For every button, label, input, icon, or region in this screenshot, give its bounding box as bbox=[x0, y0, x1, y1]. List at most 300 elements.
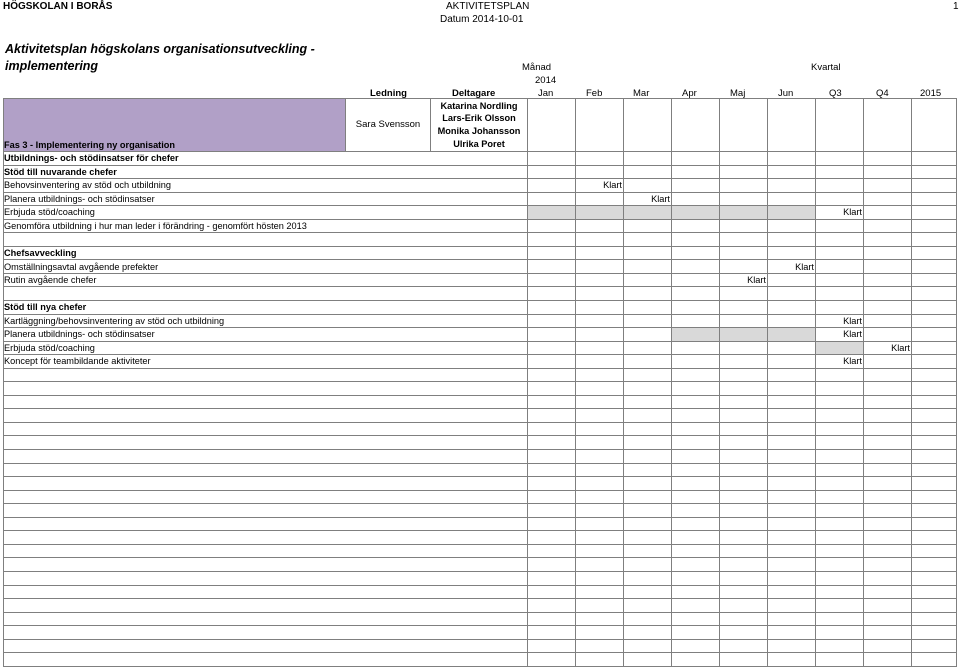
phase-cell bbox=[720, 99, 768, 152]
timeline-cell bbox=[576, 314, 624, 328]
timeline-cell bbox=[576, 355, 624, 369]
timeline-cell bbox=[672, 382, 720, 396]
timeline-cell bbox=[672, 436, 720, 450]
timeline-cell bbox=[672, 626, 720, 640]
timeline-cell bbox=[624, 368, 672, 382]
timeline-cell bbox=[768, 152, 816, 166]
timeline-cell bbox=[720, 395, 768, 409]
timeline-cell bbox=[864, 517, 912, 531]
timeline-cell bbox=[624, 206, 672, 220]
timeline-cell bbox=[768, 395, 816, 409]
timeline-cell bbox=[528, 639, 576, 653]
timeline-cell bbox=[912, 653, 957, 667]
activity-row bbox=[4, 152, 957, 166]
activity-label bbox=[4, 558, 528, 572]
timeline-cell bbox=[912, 612, 957, 626]
timeline-cell bbox=[624, 165, 672, 179]
timeline-cell bbox=[624, 314, 672, 328]
timeline-cell bbox=[672, 599, 720, 613]
timeline-cell bbox=[864, 382, 912, 396]
timeline-cell bbox=[672, 463, 720, 477]
timeline-cell bbox=[672, 450, 720, 464]
activity-label bbox=[4, 409, 528, 423]
timeline-cell bbox=[864, 653, 912, 667]
timeline-cell bbox=[624, 463, 672, 477]
timeline-cell bbox=[720, 341, 768, 355]
activity-label bbox=[4, 490, 528, 504]
activity-row bbox=[4, 219, 957, 233]
timeline-cell bbox=[912, 152, 957, 166]
timeline-cell bbox=[864, 639, 912, 653]
timeline-cell bbox=[624, 639, 672, 653]
timeline-cell bbox=[720, 219, 768, 233]
timeline-cell bbox=[864, 246, 912, 260]
timeline-cell bbox=[720, 422, 768, 436]
done-marker: Klart bbox=[864, 341, 912, 355]
timeline-cell bbox=[864, 544, 912, 558]
timeline-cell bbox=[672, 531, 720, 545]
phase-cell bbox=[576, 99, 624, 152]
timeline-cell bbox=[528, 422, 576, 436]
timeline-cell bbox=[816, 544, 864, 558]
timeline-cell bbox=[864, 165, 912, 179]
timeline-cell bbox=[864, 273, 912, 287]
empty-row bbox=[4, 450, 957, 464]
timeline-cell bbox=[720, 328, 768, 342]
timeline-cell bbox=[624, 517, 672, 531]
timeline-cell bbox=[864, 192, 912, 206]
activity-row bbox=[4, 246, 957, 260]
timeline-cell bbox=[624, 504, 672, 518]
timeline-cell bbox=[768, 219, 816, 233]
timeline-cell bbox=[672, 287, 720, 301]
activity-label bbox=[4, 368, 528, 382]
timeline-cell bbox=[624, 382, 672, 396]
phase-label: Fas 3 - Implementering ny organisation bbox=[4, 99, 346, 152]
timeline-cell bbox=[912, 450, 957, 464]
participant: Katarina Nordling bbox=[431, 99, 528, 113]
timeline-cell bbox=[672, 477, 720, 491]
timeline-cell bbox=[720, 192, 768, 206]
timeline-cell bbox=[864, 287, 912, 301]
timeline-cell bbox=[768, 571, 816, 585]
timeline-cell bbox=[864, 477, 912, 491]
timeline-cell bbox=[624, 544, 672, 558]
empty-row bbox=[4, 558, 957, 572]
timeline-cell bbox=[864, 504, 912, 518]
timeline-cell bbox=[768, 233, 816, 247]
activity-label bbox=[4, 463, 528, 477]
timeline-cell bbox=[720, 612, 768, 626]
timeline-cell bbox=[528, 152, 576, 166]
timeline-cell bbox=[576, 450, 624, 464]
column-header-quarter: Q3 bbox=[829, 88, 842, 99]
timeline-cell bbox=[624, 395, 672, 409]
activity-row bbox=[4, 355, 957, 369]
timeline-cell bbox=[864, 368, 912, 382]
timeline-cell bbox=[576, 165, 624, 179]
activity-label: Utbildnings- och stödinsatser för chefer bbox=[4, 152, 528, 166]
timeline-cell bbox=[816, 192, 864, 206]
timeline-cell bbox=[864, 612, 912, 626]
timeline-cell bbox=[672, 165, 720, 179]
timeline-cell bbox=[816, 165, 864, 179]
timeline-cell bbox=[576, 558, 624, 572]
done-marker: Klart bbox=[768, 260, 816, 274]
timeline-cell bbox=[912, 599, 957, 613]
timeline-cell bbox=[816, 504, 864, 518]
timeline-cell bbox=[672, 206, 720, 220]
timeline-cell bbox=[768, 314, 816, 328]
activity-label bbox=[4, 626, 528, 640]
timeline-cell bbox=[528, 287, 576, 301]
timeline-cell bbox=[720, 450, 768, 464]
phase-cell bbox=[528, 99, 576, 152]
timeline-cell bbox=[816, 368, 864, 382]
timeline-cell bbox=[528, 179, 576, 193]
timeline-cell bbox=[816, 639, 864, 653]
timeline-cell bbox=[816, 152, 864, 166]
done-marker: Klart bbox=[576, 179, 624, 193]
timeline-cell bbox=[768, 626, 816, 640]
timeline-cell bbox=[672, 328, 720, 342]
activity-label bbox=[4, 477, 528, 491]
timeline-cell bbox=[528, 517, 576, 531]
empty-row bbox=[4, 233, 957, 247]
activity-row bbox=[4, 165, 957, 179]
timeline-cell bbox=[768, 382, 816, 396]
timeline-cell bbox=[768, 301, 816, 315]
column-header-deltagare: Deltagare bbox=[452, 88, 496, 99]
empty-row bbox=[4, 639, 957, 653]
empty-row bbox=[4, 544, 957, 558]
timeline-cell bbox=[624, 355, 672, 369]
empty-row bbox=[4, 463, 957, 477]
timeline-cell bbox=[912, 219, 957, 233]
phase-cell bbox=[768, 99, 816, 152]
column-header-ledning: Ledning bbox=[370, 88, 407, 99]
participant: Ulrika Poret bbox=[431, 138, 528, 152]
timeline-cell bbox=[528, 273, 576, 287]
timeline-cell bbox=[864, 571, 912, 585]
timeline-cell bbox=[816, 233, 864, 247]
activity-row bbox=[4, 192, 957, 206]
timeline-cell bbox=[624, 301, 672, 315]
activity-row bbox=[4, 179, 957, 193]
activity-label: Planera utbildnings- och stödinsatser bbox=[4, 328, 528, 342]
activity-label bbox=[4, 585, 528, 599]
timeline-cell bbox=[720, 544, 768, 558]
timeline-cell bbox=[912, 355, 957, 369]
timeline-cell bbox=[528, 382, 576, 396]
timeline-cell bbox=[720, 626, 768, 640]
timeline-cell bbox=[672, 409, 720, 423]
timeline-cell bbox=[816, 301, 864, 315]
timeline-cell bbox=[672, 314, 720, 328]
timeline-cell bbox=[576, 409, 624, 423]
timeline-cell bbox=[720, 639, 768, 653]
timeline-cell bbox=[768, 341, 816, 355]
timeline-cell bbox=[768, 585, 816, 599]
activity-row bbox=[4, 301, 957, 315]
timeline-cell bbox=[720, 165, 768, 179]
activity-row bbox=[4, 314, 957, 328]
timeline-cell bbox=[576, 206, 624, 220]
timeline-cell bbox=[816, 463, 864, 477]
timeline-cell bbox=[768, 273, 816, 287]
timeline-cell bbox=[912, 639, 957, 653]
timeline-cell bbox=[528, 192, 576, 206]
timeline-cell bbox=[576, 585, 624, 599]
timeline-cell bbox=[672, 612, 720, 626]
done-marker: Klart bbox=[624, 192, 672, 206]
timeline-cell bbox=[912, 179, 957, 193]
timeline-cell bbox=[912, 314, 957, 328]
activity-label bbox=[4, 517, 528, 531]
timeline-cell bbox=[528, 355, 576, 369]
timeline-cell bbox=[528, 585, 576, 599]
timeline-cell bbox=[816, 558, 864, 572]
timeline-cell bbox=[672, 490, 720, 504]
timeline-cell bbox=[672, 558, 720, 572]
timeline-cell bbox=[720, 436, 768, 450]
activity-label: Kartläggning/behovsinventering av stöd och utbildning bbox=[4, 314, 528, 328]
timeline-cell bbox=[816, 287, 864, 301]
timeline-cell bbox=[624, 341, 672, 355]
timeline-cell bbox=[528, 301, 576, 315]
timeline-cell bbox=[528, 206, 576, 220]
participant: Monika Johansson bbox=[431, 125, 528, 138]
column-header-month: Feb bbox=[586, 88, 603, 99]
timeline-cell bbox=[912, 246, 957, 260]
empty-row bbox=[4, 368, 957, 382]
timeline-cell bbox=[528, 328, 576, 342]
timeline-cell bbox=[864, 179, 912, 193]
timeline-cell bbox=[768, 328, 816, 342]
column-header-month: Jan bbox=[538, 88, 554, 99]
timeline-cell bbox=[912, 531, 957, 545]
timeline-cell bbox=[576, 341, 624, 355]
timeline-cell bbox=[624, 612, 672, 626]
activity-label bbox=[4, 612, 528, 626]
timeline-cell bbox=[816, 653, 864, 667]
activity-label: Chefsavveckling bbox=[4, 246, 528, 260]
phase-row bbox=[4, 99, 957, 113]
timeline-cell bbox=[768, 355, 816, 369]
timeline-cell bbox=[816, 436, 864, 450]
year-label: 2014 bbox=[535, 75, 557, 86]
timeline-cell bbox=[912, 558, 957, 572]
timeline-cell bbox=[528, 314, 576, 328]
timeline-cell bbox=[624, 490, 672, 504]
timeline-cell bbox=[864, 314, 912, 328]
timeline-cell bbox=[912, 544, 957, 558]
done-marker: Klart bbox=[816, 355, 864, 369]
timeline-cell bbox=[528, 260, 576, 274]
timeline-cell bbox=[864, 599, 912, 613]
activity-label: Erbjuda stöd/coaching bbox=[4, 341, 528, 355]
empty-row bbox=[4, 490, 957, 504]
timeline-cell bbox=[528, 558, 576, 572]
timeline-cell bbox=[816, 571, 864, 585]
timeline-cell bbox=[624, 422, 672, 436]
timeline-cell bbox=[768, 477, 816, 491]
done-marker: Klart bbox=[816, 328, 864, 342]
timeline-cell bbox=[864, 355, 912, 369]
timeline-cell bbox=[864, 260, 912, 274]
activity-label bbox=[4, 287, 528, 301]
empty-row bbox=[4, 585, 957, 599]
timeline-cell bbox=[528, 490, 576, 504]
timeline-cell bbox=[864, 152, 912, 166]
timeline-cell bbox=[864, 206, 912, 220]
timeline-cell bbox=[912, 436, 957, 450]
column-header-quarter: Q4 bbox=[876, 88, 889, 99]
timeline-cell bbox=[672, 192, 720, 206]
timeline-cell bbox=[768, 599, 816, 613]
activity-label bbox=[4, 395, 528, 409]
activity-label: Genomföra utbildning i hur man leder i förändring - genomfört hösten 2013 bbox=[4, 219, 528, 233]
timeline-cell bbox=[624, 653, 672, 667]
activity-label: Planera utbildnings- och stödinsatser bbox=[4, 192, 528, 206]
timeline-cell bbox=[720, 504, 768, 518]
activity-label bbox=[4, 382, 528, 396]
plan-title-line2: implementering bbox=[5, 59, 99, 73]
timeline-cell bbox=[720, 355, 768, 369]
timeline-cell bbox=[720, 152, 768, 166]
timeline-cell bbox=[912, 463, 957, 477]
activity-row bbox=[4, 260, 957, 274]
activity-label bbox=[4, 653, 528, 667]
timeline-cell bbox=[720, 246, 768, 260]
page-number: 1 bbox=[953, 1, 959, 12]
timeline-cell bbox=[576, 477, 624, 491]
timeline-cell bbox=[720, 409, 768, 423]
timeline-cell bbox=[624, 477, 672, 491]
timeline-cell bbox=[672, 504, 720, 518]
timeline-cell bbox=[672, 639, 720, 653]
activity-label bbox=[4, 504, 528, 518]
timeline-cell bbox=[864, 531, 912, 545]
timeline-cell bbox=[864, 463, 912, 477]
timeline-cell bbox=[768, 463, 816, 477]
timeline-cell bbox=[816, 260, 864, 274]
timeline-cell bbox=[864, 422, 912, 436]
timeline-cell bbox=[672, 179, 720, 193]
timeline-cell bbox=[624, 273, 672, 287]
empty-row bbox=[4, 653, 957, 667]
timeline-cell bbox=[768, 531, 816, 545]
timeline-cell bbox=[624, 558, 672, 572]
timeline-cell bbox=[528, 544, 576, 558]
timeline-cell bbox=[528, 165, 576, 179]
timeline-cell bbox=[672, 341, 720, 355]
phase-cell bbox=[816, 99, 864, 152]
timeline-cell bbox=[768, 287, 816, 301]
timeline-cell bbox=[624, 152, 672, 166]
timeline-cell bbox=[912, 273, 957, 287]
activity-label: Omställningsavtal avgående prefekter bbox=[4, 260, 528, 274]
empty-row bbox=[4, 477, 957, 491]
timeline-cell bbox=[624, 585, 672, 599]
empty-row bbox=[4, 409, 957, 423]
timeline-cell bbox=[912, 395, 957, 409]
timeline-cell bbox=[816, 531, 864, 545]
timeline-cell bbox=[672, 273, 720, 287]
timeline-cell bbox=[576, 612, 624, 626]
timeline-cell bbox=[912, 382, 957, 396]
timeline-cell bbox=[720, 233, 768, 247]
timeline-cell bbox=[528, 368, 576, 382]
phase-cell bbox=[624, 99, 672, 152]
timeline-cell bbox=[720, 206, 768, 220]
activity-label bbox=[4, 571, 528, 585]
timeline-cell bbox=[912, 517, 957, 531]
timeline-cell bbox=[576, 328, 624, 342]
timeline-cell bbox=[816, 585, 864, 599]
timeline-cell bbox=[528, 599, 576, 613]
timeline-cell bbox=[576, 246, 624, 260]
timeline-cell bbox=[576, 599, 624, 613]
timeline-cell bbox=[864, 558, 912, 572]
column-header-year: 2015 bbox=[920, 88, 942, 99]
timeline-cell bbox=[624, 260, 672, 274]
activity-row bbox=[4, 341, 957, 355]
timeline-cell bbox=[624, 219, 672, 233]
timeline-cell bbox=[816, 395, 864, 409]
timeline-cell bbox=[624, 328, 672, 342]
timeline-cell bbox=[528, 531, 576, 545]
timeline-cell bbox=[768, 422, 816, 436]
timeline-cell bbox=[576, 544, 624, 558]
timeline-cell bbox=[816, 422, 864, 436]
timeline-cell bbox=[720, 260, 768, 274]
timeline-cell bbox=[768, 612, 816, 626]
plan-title-line1: Aktivitetsplan högskolans organisationsutveckling - bbox=[5, 42, 315, 56]
timeline-cell bbox=[624, 409, 672, 423]
timeline-cell bbox=[576, 382, 624, 396]
empty-row bbox=[4, 599, 957, 613]
timeline-cell bbox=[816, 219, 864, 233]
timeline-cell bbox=[576, 368, 624, 382]
timeline-cell bbox=[576, 639, 624, 653]
timeline-cell bbox=[816, 382, 864, 396]
done-marker: Klart bbox=[720, 273, 768, 287]
phase-cell bbox=[672, 99, 720, 152]
activity-label: Koncept för teambildande aktiviteter bbox=[4, 355, 528, 369]
timeline-cell bbox=[912, 165, 957, 179]
timeline-cell bbox=[816, 612, 864, 626]
timeline-cell bbox=[576, 571, 624, 585]
timeline-cell bbox=[912, 477, 957, 491]
activity-label: Stöd till nya chefer bbox=[4, 301, 528, 315]
timeline-cell bbox=[576, 504, 624, 518]
timeline-cell bbox=[672, 368, 720, 382]
timeline-cell bbox=[624, 233, 672, 247]
timeline-cell bbox=[528, 504, 576, 518]
timeline-cell bbox=[864, 395, 912, 409]
timeline-cell bbox=[576, 287, 624, 301]
empty-row bbox=[4, 287, 957, 301]
timeline-cell bbox=[912, 233, 957, 247]
phase-cell bbox=[864, 99, 912, 152]
timeline-cell bbox=[912, 206, 957, 220]
activity-label bbox=[4, 233, 528, 247]
activity-label: Rutin avgående chefer bbox=[4, 273, 528, 287]
timeline-cell bbox=[576, 273, 624, 287]
activity-row bbox=[4, 206, 957, 220]
timeline-cell bbox=[576, 436, 624, 450]
